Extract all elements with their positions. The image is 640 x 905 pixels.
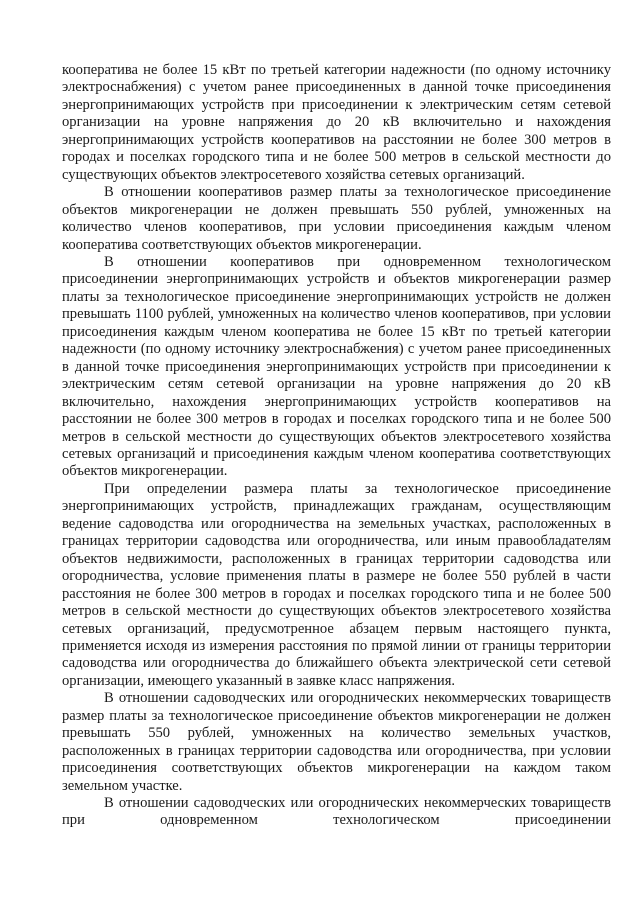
paragraph-microgeneration-cooperatives: В отношении кооперативов размер платы за технологическое присоединение объектов микрогенерации не должен превышать 550 рублей, умноженных на количество членов кооперативов, при условии присоединения каждым членом кооператива соответствующих объектов микрогенерации. xyxy=(62,184,611,253)
paragraph-microgeneration-partnerships: В отношении садоводческих или огороднических некоммерческих товариществ размер платы за технологическое присоединение объектов микрогенерации не должен превышать 550 рублей, умноженных на количество земельных участков, расположенных в границах территории садоводства или огородничества, при условии присоединения соответствующих объектов микрогенерации на каждом таком земельном участке. xyxy=(62,690,611,794)
paragraph-simultaneous-connection-partnerships: В отношении садоводческих или огороднических некоммерческих товариществ при одновременном технологическом присоединении xyxy=(62,795,611,829)
paragraph-continuation: кооператива не более 15 кВт по третьей категории надежности (по одному источнику электроснабжения) с учетом ранее присоединенных в данной точке присоединения энергопринимающих устройств при присоединении к электрическим сетям сетевой организации на уровне напряжения до 20 кВ включительно и нахождения энергопринимающих устройств кооперативов на расстоянии не более 300 метров в городах и поселках городского типа и не более 500 метров в сельской местности до существующих объектов электросетевого хозяйства сетевых организаций. xyxy=(62,62,611,183)
paragraph-distance-measurement: При определении размера платы за технологическое присоединение энергопринимающих устройств, принадлежащих гражданам, осуществляющим ведение садоводства или огородничества на земельных участках, расположенных в границах территории садоводства или огородничества, или иным правообладателям объектов недвижимости, расположенных в границах территории садоводства или огородничества, условие применения платы в размере не более 550 рублей в части расстояния не более 300 метров в городах и поселках городского типа и не более 500 метров в сельской местности до существующих объектов электросетевого хозяйства сетевых организаций, предусмотренное абзацем первым настоящего пункта, применяется исходя из измерения расстояния по прямой линии от границы территории садоводства или огородничества до ближайшего объекта электрической сети сетевой организации, имеющего указанный в заявке класс напряжения. xyxy=(62,480,611,689)
document-page xyxy=(62,62,611,830)
paragraph-simultaneous-connection-cooperatives: В отношении кооперативов при одновременном технологическом присоединении энергопринимающих устройств и объектов микрогенерации размер платы за технологическое присоединение энергопринимающих устройств не должен превышать 1100 рублей, умноженных на количество членов кооперативов, при условии присоединения каждым членом кооператива не более 15 кВт по третьей категории надежности (по одному источнику электроснабжения) с учетом ранее присоединенных в данной точке присоединения энергопринимающих устройств при присоединении к электрическим сетям сетевой организации на уровне напряжения до 20 кВ включительно, нахождения энергопринимающих устройств кооперативов на расстоянии не более 300 метров в городах и поселках городского типа и не более 500 метров в сельской местности до существующих объектов электросетевого хозяйства сетевых организаций и присоединения каждым членом кооператива соответствующих объектов микрогенерации. xyxy=(62,253,611,480)
